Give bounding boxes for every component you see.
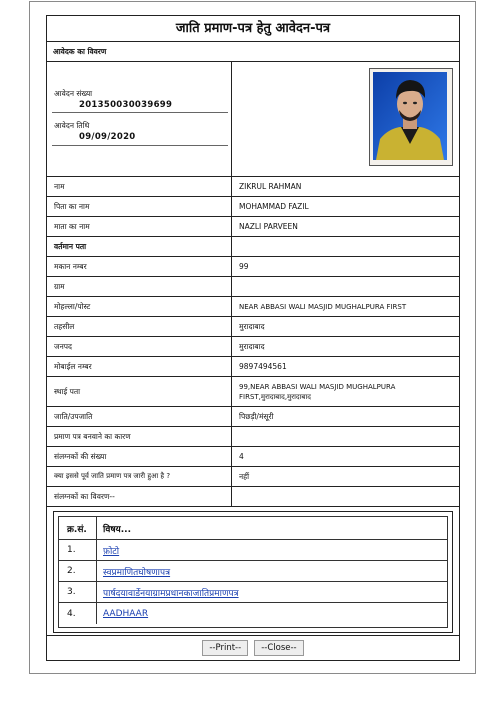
attachment-row: [59, 603, 447, 624]
row-label: तहसील: [47, 317, 232, 336]
application-date-label: आवेदन तिथि: [54, 121, 90, 130]
row-value: 4: [239, 451, 244, 461]
row-attachment-count: [47, 447, 459, 467]
attachment-link-aadhaar[interactable]: AADHAAR: [103, 608, 149, 619]
column-header-subject: विषय...: [103, 524, 132, 535]
divider: [52, 145, 228, 146]
row-label: मोबाईल नम्बर: [47, 357, 232, 376]
row-value: [232, 427, 459, 446]
row-mother-name: [47, 217, 459, 237]
attachment-row: [59, 582, 447, 603]
row-label: पिता का नाम: [47, 197, 232, 216]
attachment-link-caste-certificate[interactable]: पार्षदयावार्डेनयाग्रामप्रधानकाजातिप्रमाणपत्र: [103, 588, 239, 599]
row-value: NAZLI PARVEEN: [239, 221, 298, 231]
row-previous-certificate: [47, 467, 459, 487]
row-attachment-details: [47, 487, 459, 507]
row-value: NEAR ABBASI WALI MASJID MUGHALPURA FIRST: [239, 302, 407, 311]
application-date-value: 09/09/2020: [79, 132, 136, 142]
row-value: [232, 277, 459, 296]
row-reason: [47, 427, 459, 447]
row-label: मोहल्ला/पोस्ट: [47, 297, 232, 316]
row-value: मुरादाबाद: [239, 321, 265, 331]
action-bar: [47, 635, 459, 660]
row-father-name: [47, 197, 459, 217]
row-value: [232, 237, 459, 256]
row-mobile: [47, 357, 459, 377]
attachment-link-self-declaration[interactable]: स्वप्रमाणितघोषणापत्र: [103, 567, 171, 578]
row-value: ZIKRUL RAHMAN: [239, 181, 302, 191]
form-title: जाति प्रमाण-पत्र हेतु आवेदन-पत्र: [47, 16, 459, 42]
row-value: 99: [239, 261, 249, 271]
row-tehsil: [47, 317, 459, 337]
row-district: [47, 337, 459, 357]
attachments-panel: [53, 511, 453, 633]
applicant-photo-image: [370, 69, 450, 163]
row-label: क्या इससे पूर्व जाति प्रमाण पत्र जारी हुआ है ?: [47, 467, 232, 486]
row-caste: [47, 407, 459, 427]
applicant-photo: [369, 68, 453, 166]
attachment-number: 2.: [59, 561, 97, 581]
attachment-row: [59, 561, 447, 582]
row-label: जनपद: [47, 337, 232, 356]
row-label: माता का नाम: [47, 217, 232, 236]
application-number-value: 201350030039699: [79, 100, 173, 110]
row-value: 9897494561: [239, 361, 287, 371]
photo-cell: [232, 62, 459, 176]
section-applicant-details: आवेदक का विवरण: [47, 42, 459, 62]
row-permanent-address: [47, 377, 459, 407]
close-button[interactable]: --Close--: [254, 640, 303, 656]
row-locality-post: [47, 297, 459, 317]
application-number-label: आवेदन संख्या: [54, 89, 93, 98]
row-house-number: [47, 257, 459, 277]
row-value: मुरादाबाद: [239, 341, 265, 351]
row-label: मकान नम्बर: [47, 257, 232, 276]
application-info-block: [47, 62, 459, 177]
row-label: संलग्नकों की संख्या: [47, 447, 232, 466]
row-current-address: [47, 237, 459, 257]
row-label: नाम: [47, 177, 232, 196]
row-value: MOHAMMAD FAZIL: [239, 201, 309, 211]
row-village: [47, 277, 459, 297]
row-value: [232, 487, 459, 506]
row-label: जाति/उपजाति: [47, 407, 232, 426]
attachment-row: [59, 540, 447, 561]
row-value: 99,NEAR ABBASI WALI MASJID MUGHALPURA FIRST,मुरादाबाद,मुरादाबाद: [239, 382, 396, 401]
row-label: ग्राम: [47, 277, 232, 296]
application-form: [46, 15, 460, 661]
column-header-serial: क्र.सं.: [59, 517, 97, 539]
divider: [52, 112, 228, 113]
row-label: प्रमाण पत्र बनवाने का कारण: [47, 427, 232, 446]
application-info: [47, 62, 232, 176]
row-value: नहीं: [239, 471, 250, 481]
row-label: वर्तमान पता: [47, 237, 232, 256]
row-name: [47, 177, 459, 197]
row-label: संलग्नकों का विवरण--: [47, 487, 232, 506]
attachments-header: [59, 517, 447, 540]
attachment-link-photo[interactable]: फ़ोटो: [103, 546, 120, 557]
row-label: स्थाई पता: [47, 377, 232, 406]
attachment-number: 3.: [59, 582, 97, 602]
row-value: पिछड़ी/मंसूरी: [239, 411, 274, 421]
attachments-table: [58, 516, 448, 628]
attachment-number: 1.: [59, 540, 97, 560]
print-button[interactable]: --Print--: [202, 640, 248, 656]
attachment-number: 4.: [59, 603, 97, 624]
